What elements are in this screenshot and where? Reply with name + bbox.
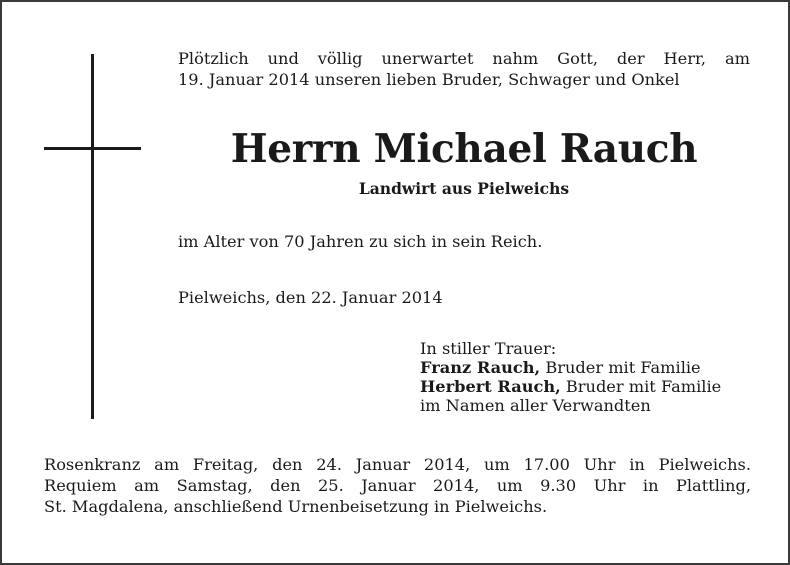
burial-line: St. Magdalena, anschließend Urnenbeisetzung in Pielweichs. <box>44 497 548 516</box>
mourner-entry <box>420 377 721 396</box>
mourner-relation: Bruder mit Familie <box>545 358 701 377</box>
mourner-name: Herbert Rauch, <box>420 377 561 396</box>
intro-line-2: 19. Januar 2014 unseren lieben Bruder, Schwager und Onkel <box>178 70 680 89</box>
service-details <box>44 454 751 517</box>
age-statement: im Alter von 70 Jahren zu sich in sein Reich. <box>178 232 543 251</box>
cross-vertical-bar <box>91 54 94 419</box>
mourners-heading: In stiller Trauer: <box>420 339 557 358</box>
mourners-closing: im Namen aller Verwandten <box>420 396 651 415</box>
mourner-entry <box>420 358 721 377</box>
requiem-line: Requiem am Samstag, den 25. Januar 2014, um 9.30 Uhr in Plattling, <box>44 476 751 495</box>
mourner-relation: Bruder mit Familie <box>565 377 722 396</box>
rosary-line: Rosenkranz am Freitag, den 24. Januar 2014, um 17.00 Uhr in Pielweichs. <box>44 455 751 474</box>
deceased-occupation: Landwirt aus Pielweichs <box>358 179 570 198</box>
mourner-name: Franz Rauch, <box>420 358 541 377</box>
cross-horizontal-bar <box>44 147 141 150</box>
intro-text <box>178 48 750 90</box>
mourners-block <box>420 339 721 415</box>
deceased-name: Herrn Michael Rauch <box>230 126 698 172</box>
intro-line-1: Plötzlich und völlig unerwartet nahm Gott, der Herr, am <box>178 49 750 68</box>
place-and-date: Pielweichs, den 22. Januar 2014 <box>178 288 443 307</box>
